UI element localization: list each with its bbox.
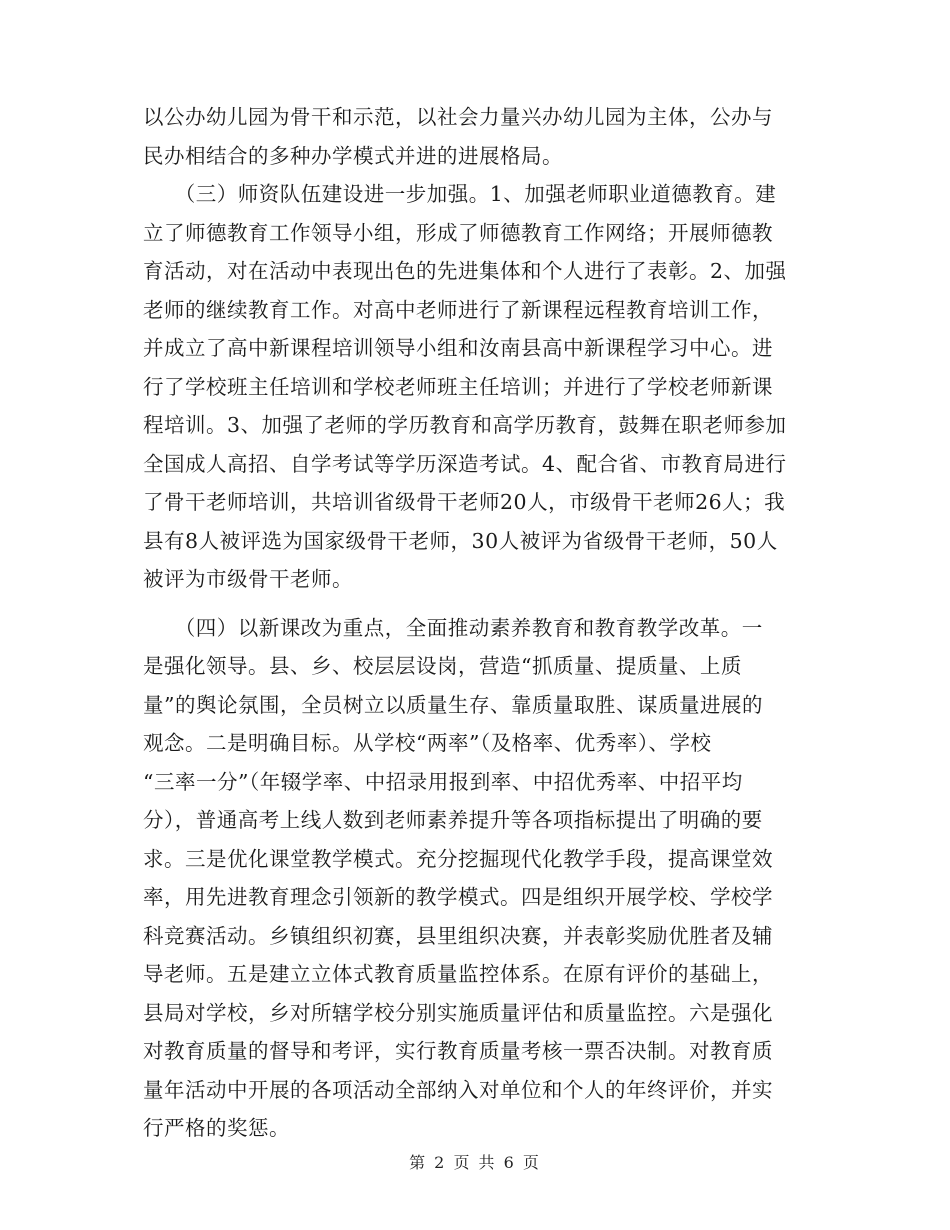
text-line: 程培训。3、加强了老师的学历教育和高学历教育，鼓舞在职老师参加 bbox=[143, 413, 787, 437]
paragraph-2 bbox=[143, 175, 811, 599]
text-line: 量年活动中开展的各项活动全部纳入对单位和个人的年终评价，并实 bbox=[143, 1077, 773, 1102]
text-line: 老师的继续教育工作。对高中老师进行了新课程远程教育培训工作， bbox=[143, 297, 773, 322]
paragraph-3 bbox=[143, 609, 811, 1148]
document-body bbox=[143, 98, 811, 1148]
paragraph-1 bbox=[143, 98, 811, 175]
text-line: 育活动，对在活动中表现出色的先进集体和个人进行了表彰。2、加强 bbox=[143, 259, 787, 283]
text-line: 以公办幼儿园为骨干和示范，以社会力量兴办幼儿园为主体，公办与 bbox=[143, 105, 773, 129]
text-line: 是强化领导。县、乡、校层层设岗，营造“抓质量、提质量、上质 bbox=[143, 654, 742, 678]
text-line: 全国成人高招、自学考试等学历深造考试。4、配合省、市教育局进行 bbox=[143, 451, 787, 476]
text-line: （四）以新课改为重点，全面推动素养教育和教育教学改革。一 bbox=[143, 615, 763, 640]
text-line: 县局对学校，乡对所辖学校分别实施质量评估和质量监控。六是强化 bbox=[143, 1000, 773, 1025]
text-line: 民办相结合的多种办学模式并进的进展格局。 bbox=[143, 143, 563, 168]
text-line: 分），普通高考上线人数到老师素养提升等各项指标提出了明确的要 bbox=[143, 808, 763, 832]
text-line: 量”的舆论氛围，全员树立以质量生存、靠质量取胜、谋质量进展的 bbox=[143, 692, 763, 717]
text-line: “三率一分”（年辍学率、中招录用报到率、中招优秀率、中招平均 bbox=[143, 769, 743, 794]
paragraph-spacer bbox=[143, 599, 811, 609]
text-line: 导老师。五是建立立体式教育质量监控体系。在原有评价的基础上， bbox=[143, 962, 773, 986]
text-line: 行严格的奖惩。 bbox=[143, 1116, 290, 1140]
text-line: 行了学校班主任培训和学校老师班主任培训；并进行了学校老师新课 bbox=[143, 374, 773, 399]
text-line: 县有8人被评选为国家级骨干老师，30人被评为省级骨干老师，50人 bbox=[143, 528, 778, 553]
text-line: 被评为市级骨干老师。 bbox=[143, 567, 353, 591]
page-footer: 第 2 页 共 6 页 bbox=[409, 1153, 541, 1172]
text-line: （三）师资队伍建设进一步加强。1、加强老师职业道德教育。建 bbox=[143, 182, 777, 206]
text-line: 并成立了高中新课程培训领导小组和汝南县高中新课程学习中心。进 bbox=[143, 336, 773, 360]
text-line: 对教育质量的督导和考评，实行教育质量考核一票否决制。对教育质 bbox=[143, 1039, 773, 1063]
text-line: 科竞赛活动。乡镇组织初赛，县里组织决赛，并表彰奖励优胜者及辅 bbox=[143, 923, 773, 948]
text-line: 率，用先进教育理念引领新的教学模式。四是组织开展学校、学校学 bbox=[143, 885, 773, 909]
text-line: 观念。二是明确目标。从学校“两率”（及格率、优秀率）、学校 bbox=[143, 731, 712, 755]
text-line: 了骨干老师培训，共培训省级骨干老师20人，市级骨干老师26人；我 bbox=[143, 490, 786, 514]
text-line: 立了师德教育工作领导小组，形成了师德教育工作网络；开展师德教 bbox=[143, 220, 773, 245]
text-line: 求。三是优化课堂教学模式。充分挖掘现代化教学手段，提高课堂效 bbox=[143, 846, 773, 871]
